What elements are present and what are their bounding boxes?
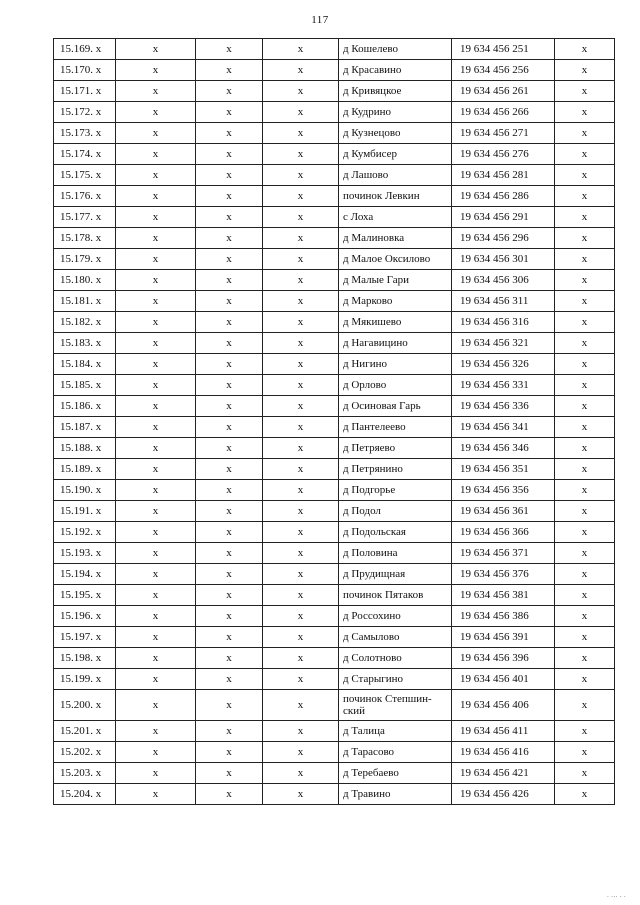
placeholder-cell: х [116,690,196,721]
table-row [54,480,615,501]
row-number-cell: 15.175. х [54,165,116,186]
placeholder-cell: х [116,763,196,784]
oktmo-code-cell: 19 634 456 316 [452,312,555,333]
row-number-cell: 15.181. х [54,291,116,312]
page-number: 117 [311,14,329,26]
placeholder-cell: х [116,249,196,270]
settlement-name-cell: д Тарасово [339,742,452,763]
table-row [54,417,615,438]
placeholder-cell: х [263,784,339,805]
placeholder-cell: х [555,270,615,291]
oktmo-code-cell: 19 634 456 276 [452,144,555,165]
row-number-cell: 15.180. х [54,270,116,291]
oktmo-code-cell: 19 634 456 411 [452,721,555,742]
settlement-name-cell: починок Левкин [339,186,452,207]
placeholder-cell: х [116,291,196,312]
row-number-cell: 15.188. х [54,438,116,459]
placeholder-cell: х [196,123,263,144]
settlement-name-cell: д Малые Гари [339,270,452,291]
placeholder-cell: х [116,396,196,417]
placeholder-cell: х [116,60,196,81]
placeholder-cell: х [196,669,263,690]
placeholder-cell: х [116,228,196,249]
placeholder-cell: х [555,543,615,564]
table-row [54,333,615,354]
row-number-cell: 15.182. х [54,312,116,333]
placeholder-cell: х [196,396,263,417]
table-row [54,438,615,459]
placeholder-cell: х [555,585,615,606]
settlement-name-cell: д Подол [339,501,452,522]
placeholder-cell: х [263,354,339,375]
settlement-name-cell: д Россохино [339,606,452,627]
placeholder-cell: х [116,564,196,585]
row-number-cell: 15.177. х [54,207,116,228]
placeholder-cell: х [196,522,263,543]
oktmo-code-cell: 19 634 456 321 [452,333,555,354]
row-number-cell: 15.204. х [54,784,116,805]
row-number-cell: 15.197. х [54,627,116,648]
settlement-name-cell: д Подольская [339,522,452,543]
settlement-name-cell: д Мякишево [339,312,452,333]
placeholder-cell: х [196,438,263,459]
placeholder-cell: х [263,102,339,123]
oktmo-code-cell: 19 634 456 356 [452,480,555,501]
placeholder-cell: х [263,186,339,207]
placeholder-cell: х [116,81,196,102]
oktmo-code-cell: 19 634 456 361 [452,501,555,522]
table-row [54,627,615,648]
table-body [54,39,615,805]
table-row [54,648,615,669]
placeholder-cell: х [555,291,615,312]
row-number-cell: 15.169. х [54,39,116,60]
placeholder-cell: х [555,501,615,522]
settlement-name-cell: починок Пятаков [339,585,452,606]
placeholder-cell: х [196,186,263,207]
settlement-name-cell: д Кошелево [339,39,452,60]
placeholder-cell: х [263,690,339,721]
row-number-cell: 15.171. х [54,81,116,102]
table-row [54,459,615,480]
oktmo-code-cell: 19 634 456 386 [452,606,555,627]
placeholder-cell: х [263,480,339,501]
oktmo-code-cell: 19 634 456 326 [452,354,555,375]
placeholder-cell: х [263,207,339,228]
settlement-name-cell: д Пантелеево [339,417,452,438]
placeholder-cell: х [555,123,615,144]
row-number-cell: 15.192. х [54,522,116,543]
placeholder-cell: х [555,249,615,270]
settlement-name-cell: д Марково [339,291,452,312]
oktmo-code-cell: 19 634 456 346 [452,438,555,459]
placeholder-cell: х [263,165,339,186]
placeholder-cell: х [555,39,615,60]
oktmo-code-cell: 19 634 456 311 [452,291,555,312]
placeholder-cell: х [116,501,196,522]
placeholder-cell: х [116,784,196,805]
row-number-cell: 15.190. х [54,480,116,501]
placeholder-cell: х [116,123,196,144]
table-row [54,144,615,165]
row-number-cell: 15.185. х [54,375,116,396]
placeholder-cell: х [196,228,263,249]
table-row [54,291,615,312]
row-number-cell: 15.187. х [54,417,116,438]
settlement-name-cell: д Теребаево [339,763,452,784]
placeholder-cell: х [263,396,339,417]
placeholder-cell: х [196,459,263,480]
table-row [54,102,615,123]
oktmo-code-cell: 19 634 456 351 [452,459,555,480]
settlement-name-cell: д Кудрино [339,102,452,123]
placeholder-cell: х [196,564,263,585]
placeholder-cell: х [116,459,196,480]
row-number-cell: 15.201. х [54,721,116,742]
placeholder-cell: х [263,291,339,312]
oktmo-code-cell: 19 634 456 381 [452,585,555,606]
oktmo-code-cell: 19 634 456 286 [452,186,555,207]
table-row [54,270,615,291]
placeholder-cell: х [555,784,615,805]
placeholder-cell: х [263,742,339,763]
row-number-cell: 15.183. х [54,333,116,354]
placeholder-cell: х [555,459,615,480]
row-number-cell: 15.202. х [54,742,116,763]
placeholder-cell: х [116,375,196,396]
row-number-cell: 15.195. х [54,585,116,606]
row-number-cell: 15.198. х [54,648,116,669]
placeholder-cell: х [263,123,339,144]
settlement-name-cell: д Красавино [339,60,452,81]
oktmo-code-cell: 19 634 456 391 [452,627,555,648]
placeholder-cell: х [555,60,615,81]
row-number-cell: 15.191. х [54,501,116,522]
row-number-cell: 15.194. х [54,564,116,585]
row-number-cell: 15.186. х [54,396,116,417]
placeholder-cell: х [196,312,263,333]
placeholder-cell: х [196,721,263,742]
settlement-name-cell: д Кумбисер [339,144,452,165]
settlement-name-cell: д Подгорье [339,480,452,501]
placeholder-cell: х [196,165,263,186]
table-row [54,690,615,721]
settlement-name-cell: починок Степшин-ский [339,690,452,721]
table-row [54,39,615,60]
row-number-cell: 15.170. х [54,60,116,81]
placeholder-cell: х [196,763,263,784]
placeholder-cell: х [263,459,339,480]
placeholder-cell: х [263,144,339,165]
placeholder-cell: х [555,480,615,501]
placeholder-cell: х [116,438,196,459]
placeholder-cell: х [116,270,196,291]
row-number-cell: 15.176. х [54,186,116,207]
placeholder-cell: х [555,312,615,333]
oktmo-code-cell: 19 634 456 426 [452,784,555,805]
row-number-cell: 15.203. х [54,763,116,784]
placeholder-cell: х [196,501,263,522]
placeholder-cell: х [555,165,615,186]
placeholder-cell: х [196,742,263,763]
row-number-cell: 15.199. х [54,669,116,690]
table-row [54,207,615,228]
placeholder-cell: х [555,144,615,165]
placeholder-cell: х [196,375,263,396]
placeholder-cell: х [116,144,196,165]
placeholder-cell: х [263,228,339,249]
placeholder-cell: х [555,763,615,784]
placeholder-cell: х [555,721,615,742]
placeholder-cell: х [263,375,339,396]
table-row [54,186,615,207]
placeholder-cell: х [263,333,339,354]
settlements-table [53,38,615,805]
placeholder-cell: х [196,690,263,721]
table-row [54,606,615,627]
placeholder-cell: х [263,564,339,585]
table-row [54,123,615,144]
placeholder-cell: х [555,627,615,648]
table-row [54,742,615,763]
placeholder-cell: х [116,543,196,564]
table-row [54,249,615,270]
placeholder-cell: х [263,543,339,564]
placeholder-cell: х [196,270,263,291]
settlement-name-cell: д Малое Оксилово [339,249,452,270]
oktmo-code-cell: 19 634 456 401 [452,669,555,690]
placeholder-cell: х [263,606,339,627]
placeholder-cell: х [116,417,196,438]
placeholder-cell: х [263,60,339,81]
table-row [54,312,615,333]
placeholder-cell: х [555,742,615,763]
placeholder-cell: х [116,354,196,375]
oktmo-code-cell: 19 634 456 306 [452,270,555,291]
placeholder-cell: х [263,669,339,690]
table-row [54,228,615,249]
placeholder-cell: х [555,228,615,249]
oktmo-code-cell: 19 634 456 251 [452,39,555,60]
settlement-name-cell: д Петрянино [339,459,452,480]
placeholder-cell: х [263,81,339,102]
placeholder-cell: х [116,669,196,690]
settlement-name-cell: д Травино [339,784,452,805]
oktmo-code-cell: 19 634 456 366 [452,522,555,543]
table-row [54,396,615,417]
row-number-cell: 15.173. х [54,123,116,144]
placeholder-cell: х [263,438,339,459]
settlement-name-cell: д Самылово [339,627,452,648]
oktmo-code-cell: 19 634 456 336 [452,396,555,417]
placeholder-cell: х [196,39,263,60]
placeholder-cell: х [116,312,196,333]
placeholder-cell: х [116,480,196,501]
row-number-cell: 15.196. х [54,606,116,627]
oktmo-code-cell: 19 634 456 261 [452,81,555,102]
table-row [54,60,615,81]
placeholder-cell: х [196,606,263,627]
row-number-cell: 15.179. х [54,249,116,270]
settlement-name-cell: д Солотново [339,648,452,669]
placeholder-cell: х [263,417,339,438]
settlement-name-cell: д Орлово [339,375,452,396]
placeholder-cell: х [196,249,263,270]
oktmo-code-cell: 19 634 456 331 [452,375,555,396]
table-row [54,501,615,522]
placeholder-cell: х [263,312,339,333]
oktmo-code-cell: 19 634 456 256 [452,60,555,81]
placeholder-cell: х [555,669,615,690]
placeholder-cell: х [555,81,615,102]
settlement-name-cell: д Старыгино [339,669,452,690]
settlement-name-cell: д Нагавицино [339,333,452,354]
placeholder-cell: х [196,417,263,438]
placeholder-cell: х [263,721,339,742]
placeholder-cell: х [196,627,263,648]
placeholder-cell: х [196,543,263,564]
table-row [54,543,615,564]
row-number-cell: 15.172. х [54,102,116,123]
table-row [54,721,615,742]
settlement-name-cell: д Петряево [339,438,452,459]
scan-marks: · ··· · · [606,893,626,901]
settlement-name-cell: д Половина [339,543,452,564]
placeholder-cell: х [196,207,263,228]
oktmo-code-cell: 19 634 456 416 [452,742,555,763]
placeholder-cell: х [263,270,339,291]
placeholder-cell: х [116,606,196,627]
placeholder-cell: х [263,763,339,784]
oktmo-code-cell: 19 634 456 301 [452,249,555,270]
row-number-cell: 15.193. х [54,543,116,564]
oktmo-code-cell: 19 634 456 421 [452,763,555,784]
placeholder-cell: х [196,480,263,501]
oktmo-code-cell: 19 634 456 266 [452,102,555,123]
placeholder-cell: х [555,690,615,721]
oktmo-code-cell: 19 634 456 396 [452,648,555,669]
oktmo-code-cell: 19 634 456 291 [452,207,555,228]
table-row [54,81,615,102]
placeholder-cell: х [196,102,263,123]
placeholder-cell: х [555,375,615,396]
oktmo-code-cell: 19 634 456 281 [452,165,555,186]
placeholder-cell: х [116,165,196,186]
settlement-name-cell: д Нигино [339,354,452,375]
table-row [54,763,615,784]
placeholder-cell: х [555,333,615,354]
placeholder-cell: х [196,648,263,669]
row-number-cell: 15.184. х [54,354,116,375]
settlement-name-cell: с Лоха [339,207,452,228]
placeholder-cell: х [263,627,339,648]
settlement-name-cell: д Малиновка [339,228,452,249]
placeholder-cell: х [555,648,615,669]
table-row [54,784,615,805]
placeholder-cell: х [555,396,615,417]
placeholder-cell: х [263,648,339,669]
table-row [54,165,615,186]
placeholder-cell: х [116,742,196,763]
placeholder-cell: х [116,102,196,123]
oktmo-code-cell: 19 634 456 271 [452,123,555,144]
placeholder-cell: х [555,417,615,438]
placeholder-cell: х [555,564,615,585]
placeholder-cell: х [116,648,196,669]
placeholder-cell: х [116,721,196,742]
row-number-cell: 15.189. х [54,459,116,480]
table-row [54,564,615,585]
row-number-cell: 15.200. х [54,690,116,721]
placeholder-cell: х [555,102,615,123]
placeholder-cell: х [116,39,196,60]
settlement-name-cell: д Лашово [339,165,452,186]
placeholder-cell: х [555,522,615,543]
placeholder-cell: х [263,522,339,543]
table-row [54,522,615,543]
placeholder-cell: х [555,354,615,375]
settlement-name-cell: д Осиновая Гарь [339,396,452,417]
placeholder-cell: х [555,438,615,459]
placeholder-cell: х [116,207,196,228]
placeholder-cell: х [555,207,615,228]
oktmo-code-cell: 19 634 456 341 [452,417,555,438]
table-row [54,354,615,375]
placeholder-cell: х [263,249,339,270]
placeholder-cell: х [196,144,263,165]
placeholder-cell: х [196,81,263,102]
oktmo-code-cell: 19 634 456 371 [452,543,555,564]
settlement-name-cell: д Кривяцкое [339,81,452,102]
oktmo-code-cell: 19 634 456 296 [452,228,555,249]
table-row [54,585,615,606]
row-number-cell: 15.174. х [54,144,116,165]
placeholder-cell: х [263,39,339,60]
placeholder-cell: х [196,291,263,312]
oktmo-code-cell: 19 634 456 406 [452,690,555,721]
table-row [54,669,615,690]
placeholder-cell: х [116,522,196,543]
placeholder-cell: х [263,501,339,522]
placeholder-cell: х [196,784,263,805]
placeholder-cell: х [116,333,196,354]
placeholder-cell: х [196,585,263,606]
oktmo-code-cell: 19 634 456 376 [452,564,555,585]
placeholder-cell: х [263,585,339,606]
placeholder-cell: х [116,585,196,606]
settlement-name-cell: д Прудищная [339,564,452,585]
placeholder-cell: х [555,186,615,207]
table-row [54,375,615,396]
placeholder-cell: х [555,606,615,627]
placeholder-cell: х [116,627,196,648]
placeholder-cell: х [116,186,196,207]
placeholder-cell: х [196,60,263,81]
settlement-name-cell: д Кузнецово [339,123,452,144]
placeholder-cell: х [196,354,263,375]
row-number-cell: 15.178. х [54,228,116,249]
placeholder-cell: х [196,333,263,354]
settlement-name-cell: д Талица [339,721,452,742]
